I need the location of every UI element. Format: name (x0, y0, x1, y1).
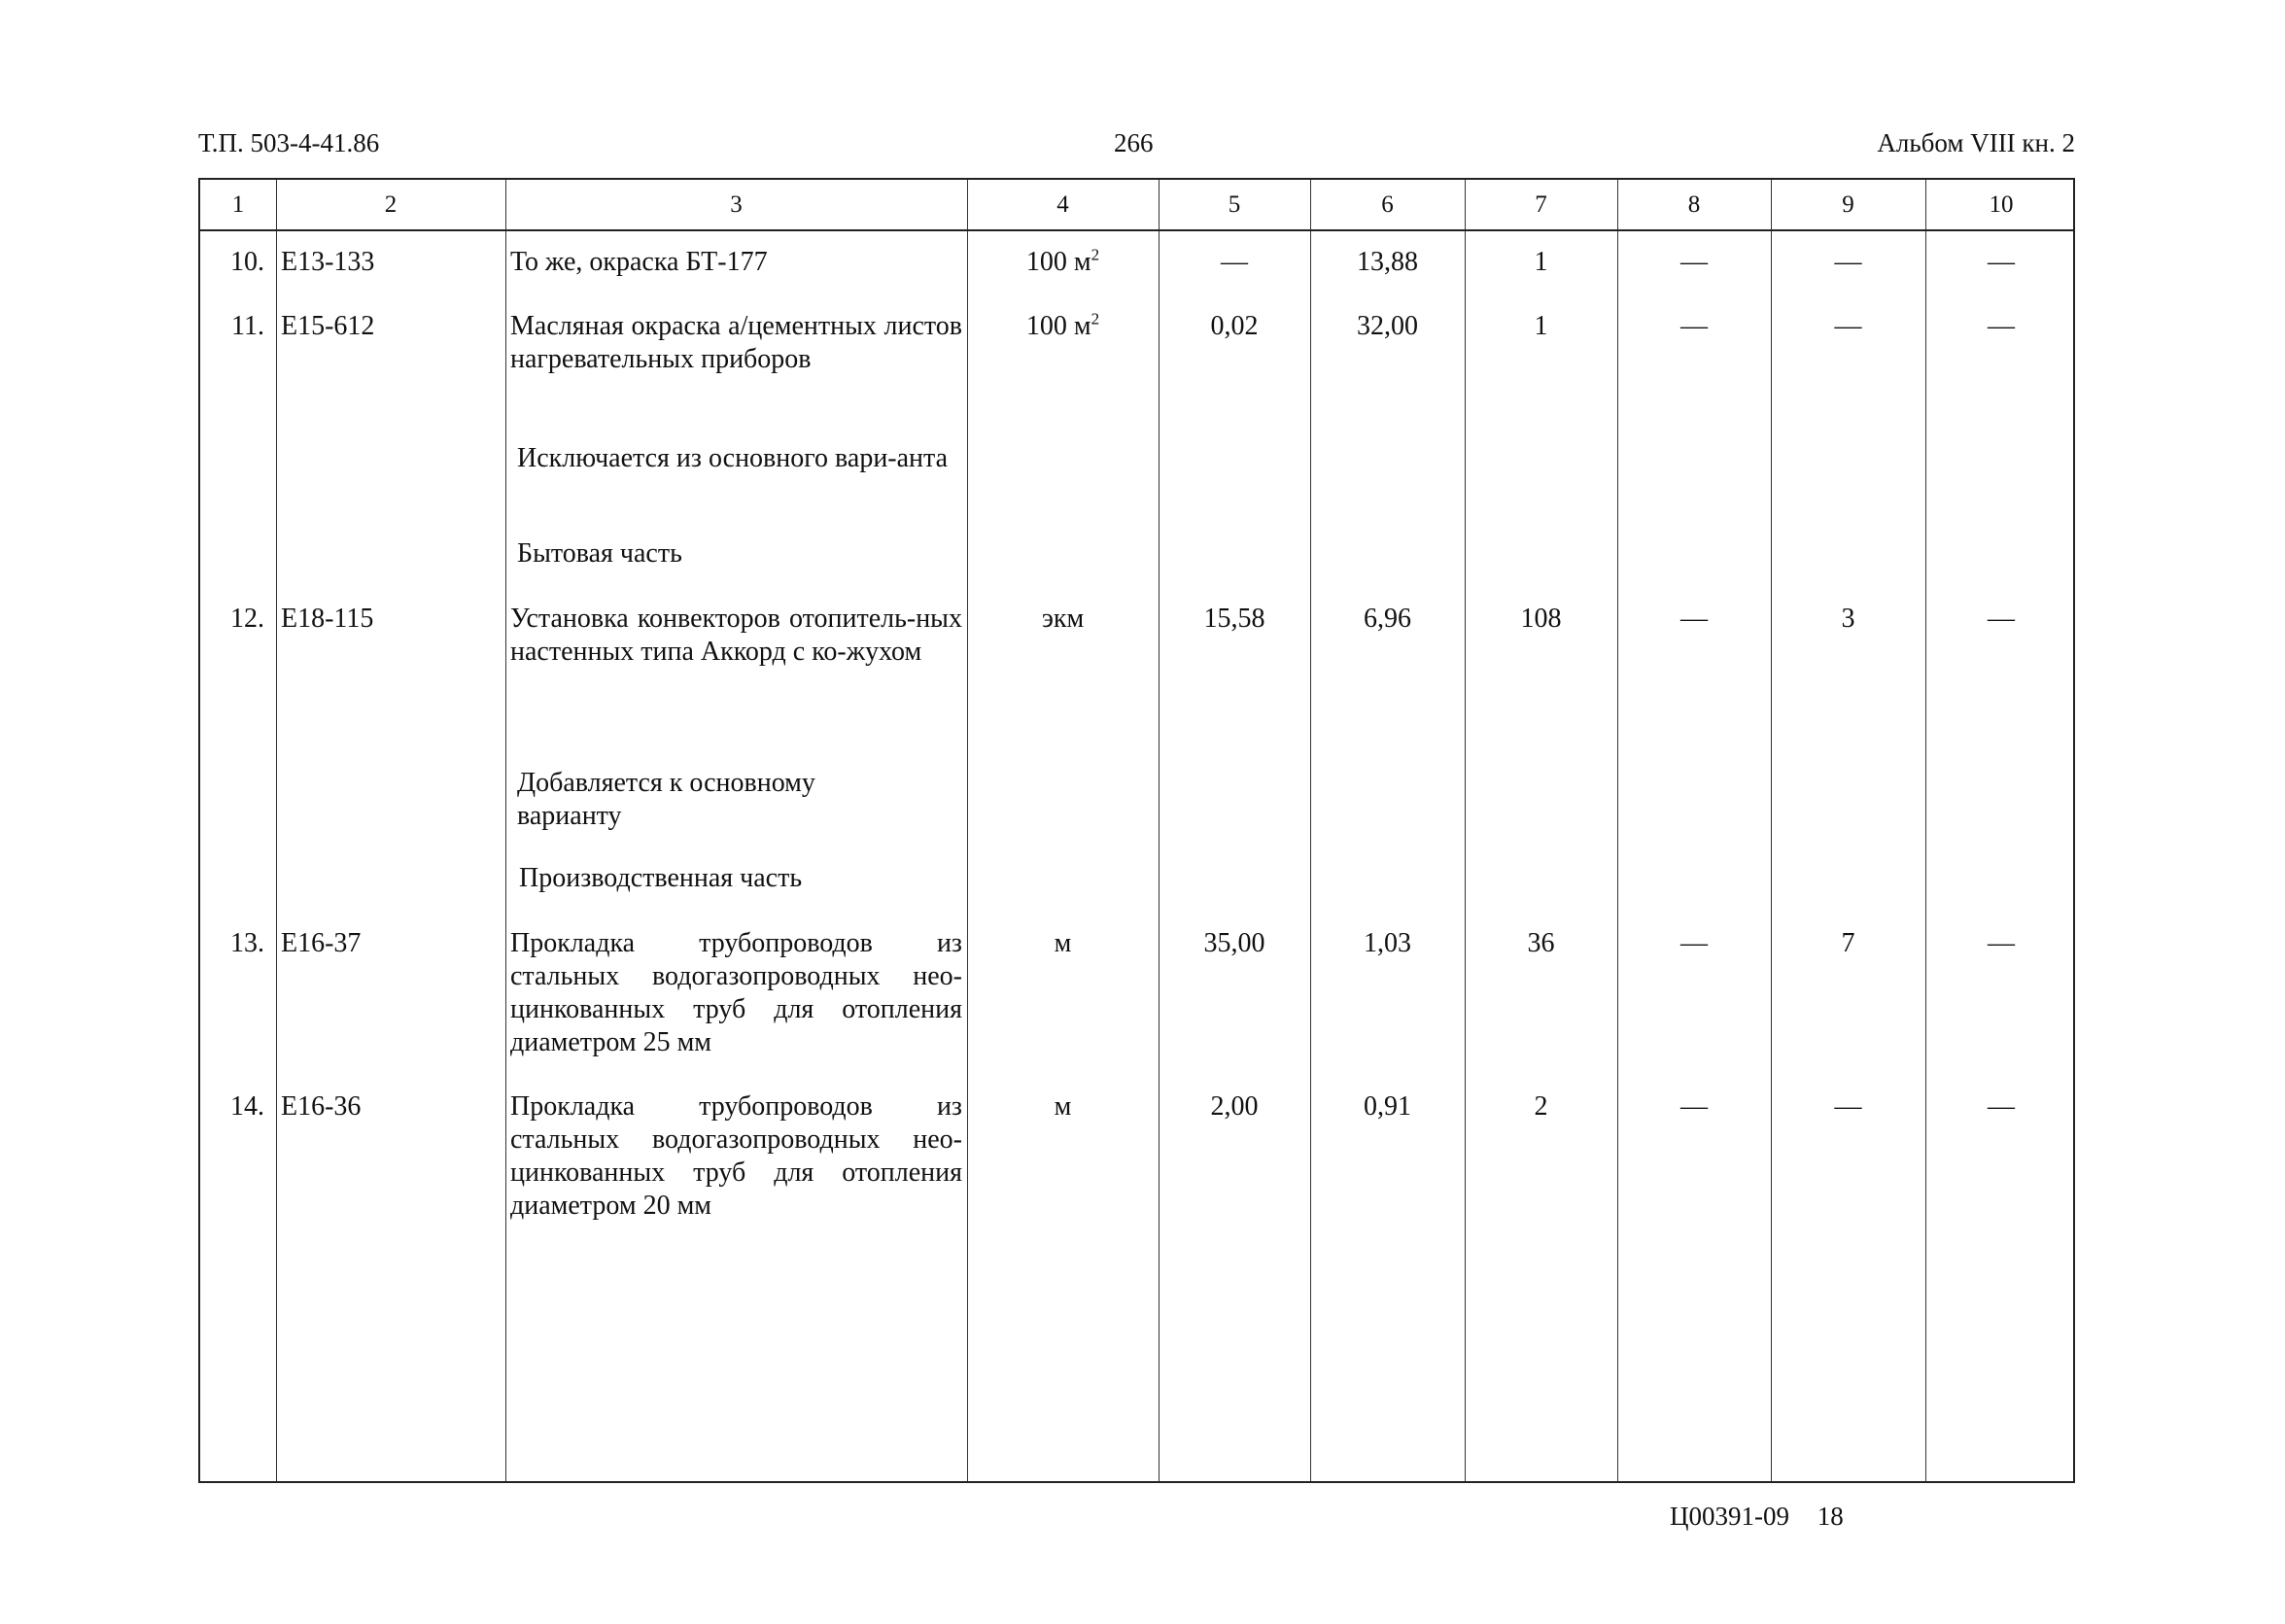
work-description (505, 310, 967, 376)
column-10-value-text: — (1988, 928, 2015, 958)
column-6-value-text: 13,88 (1357, 247, 1418, 277)
column-9-value-text: 7 (1841, 928, 1855, 958)
section-note: Производственная часть (519, 863, 803, 893)
work-description-text: Установка конвекторов отопитель-ных настенных типа Аккорд с ко-жухом (510, 604, 962, 667)
table-row (200, 603, 2073, 669)
unit (967, 603, 1159, 669)
column-9-value (1771, 310, 1925, 376)
column-7-value (1465, 1090, 1617, 1223)
column-6-value (1310, 1090, 1465, 1223)
column-7-value-text: 2 (1534, 1091, 1548, 1122)
estimate-table (198, 178, 2075, 1483)
unit-text: 100 м (1025, 247, 1091, 277)
column-9-value (1771, 603, 1925, 669)
column-8-value-text: — (1680, 928, 1708, 958)
rate-code-text: Е15-612 (281, 311, 375, 341)
page-number: 266 (1114, 128, 1154, 157)
column-10-value (1925, 927, 2077, 1059)
work-description-text: То же, окраска БТ-177 (510, 247, 768, 277)
column-5-value-text: — (1221, 247, 1248, 277)
rate-code (276, 246, 505, 279)
column-6-value-text: 32,00 (1357, 311, 1418, 341)
section-note: Добавляется к основному варианту (517, 768, 815, 831)
column-5-value-text: 15,58 (1203, 604, 1265, 634)
table-row (200, 246, 2073, 279)
column-8-value (1617, 927, 1771, 1059)
footer-code: Ц00391-09 (1670, 1502, 1789, 1531)
row-number-text: 12. (230, 604, 264, 634)
column-header: 2 (384, 191, 398, 218)
work-description-text: Масляная окраска а/цементных листов нагревательных приборов (510, 311, 962, 374)
row-number-text: 14. (230, 1091, 264, 1122)
unit (967, 927, 1159, 1059)
column-8-value (1617, 310, 1771, 376)
column-7-value-text: 1 (1534, 311, 1548, 341)
column-10-value (1925, 1090, 2077, 1223)
column-7-value (1465, 310, 1617, 376)
rate-code-text: Е16-37 (281, 928, 362, 958)
column-8-value (1617, 603, 1771, 669)
column-8-value-text: — (1680, 311, 1708, 341)
table-row (200, 310, 2073, 376)
doc-number: Т.П. 503-4-41.86 (198, 128, 380, 157)
column-10-value (1925, 246, 2077, 279)
column-10-value (1925, 603, 2077, 669)
column-9-value-text: — (1834, 1091, 1862, 1122)
work-description (505, 1090, 967, 1223)
unit (967, 310, 1159, 376)
rate-code-text: Е13-133 (281, 247, 375, 277)
row-number (200, 603, 276, 669)
column-7-value-text: 1 (1534, 247, 1548, 277)
column-7-value-text: 108 (1520, 604, 1562, 634)
work-description-text: Прокладка трубопроводов из стальных водогазопроводных нео-цинкованных труб для отопления диаметром 25 мм (510, 928, 962, 1057)
work-description (505, 603, 967, 669)
column-8-value-text: — (1680, 1091, 1708, 1122)
unit-text: экм (1041, 604, 1085, 634)
column-5-value-text: 0,02 (1210, 311, 1259, 341)
unit-text: м (1054, 928, 1072, 958)
column-8-value (1617, 1090, 1771, 1223)
row-number-text: 13. (230, 928, 264, 958)
column-8-value-text: — (1680, 604, 1708, 634)
column-10-value-text: — (1988, 311, 2015, 341)
rate-code-text: Е16-36 (281, 1091, 362, 1122)
row-number-text: 11. (231, 311, 264, 341)
column-7-value-text: 36 (1527, 928, 1555, 958)
column-6-value (1310, 310, 1465, 376)
column-10-value (1925, 310, 2077, 376)
column-5-value (1159, 927, 1310, 1059)
rate-code (276, 310, 505, 376)
work-description (505, 927, 967, 1059)
column-5-value (1159, 1090, 1310, 1223)
row-number-text: 10. (230, 247, 264, 277)
column-6-value-text: 1,03 (1364, 928, 1411, 958)
footer-page: 18 (1817, 1502, 1844, 1531)
unit-superscript: 2 (1091, 245, 1100, 264)
unit-text: 100 м (1025, 311, 1091, 341)
column-5-value (1159, 246, 1310, 279)
column-8-value (1617, 246, 1771, 279)
work-description (505, 246, 967, 279)
column-header: 3 (730, 191, 743, 218)
column-header: 9 (1842, 191, 1854, 218)
column-header-row (200, 180, 2073, 231)
column-5-value (1159, 310, 1310, 376)
table-row (200, 1090, 2073, 1223)
column-header: 10 (1989, 191, 2014, 218)
column-5-value-text: 2,00 (1210, 1091, 1259, 1122)
section-note: Бытовая часть (517, 538, 682, 569)
row-number (200, 310, 276, 376)
column-9-value (1771, 1090, 1925, 1223)
column-9-value-text: 3 (1841, 604, 1855, 634)
column-9-value-text: — (1834, 311, 1862, 341)
column-9-value (1771, 246, 1925, 279)
column-header: 5 (1228, 191, 1241, 218)
row-number (200, 246, 276, 279)
section-note: Исключается из основного вари-анта (517, 443, 949, 473)
column-5-value (1159, 603, 1310, 669)
rate-code (276, 1090, 505, 1223)
unit (967, 1090, 1159, 1223)
rate-code (276, 603, 505, 669)
column-7-value (1465, 603, 1617, 669)
column-6-value (1310, 246, 1465, 279)
column-5-value-text: 35,00 (1203, 928, 1265, 958)
column-6-value (1310, 927, 1465, 1059)
column-9-value (1771, 927, 1925, 1059)
column-header: 6 (1381, 191, 1394, 218)
album-label: Альбом VIII кн. 2 (1877, 128, 2075, 157)
column-8-value-text: — (1680, 247, 1708, 277)
column-7-value (1465, 246, 1617, 279)
row-number (200, 1090, 276, 1223)
footer (1670, 1502, 1844, 1532)
rate-code (276, 927, 505, 1059)
column-header: 7 (1535, 191, 1547, 218)
column-header: 8 (1687, 191, 1701, 218)
unit (967, 246, 1159, 279)
column-9-value-text: — (1834, 247, 1862, 277)
column-10-value-text: — (1988, 1091, 2015, 1122)
table-row (200, 927, 2073, 1059)
column-6-value-text: 0,91 (1364, 1091, 1411, 1122)
column-10-value-text: — (1988, 604, 2015, 634)
column-6-value-text: 6,96 (1364, 604, 1411, 634)
rate-code-text: Е18-115 (281, 604, 374, 634)
work-description-text: Прокладка трубопроводов из стальных водогазопроводных нео-цинкованных труб для отопления диаметром 20 мм (510, 1091, 962, 1221)
row-number (200, 927, 276, 1059)
column-header: 1 (231, 191, 245, 218)
unit-superscript: 2 (1091, 309, 1100, 328)
column-6-value (1310, 603, 1465, 669)
unit-text: м (1054, 1091, 1072, 1122)
column-10-value-text: — (1988, 247, 2015, 277)
column-7-value (1465, 927, 1617, 1059)
column-header: 4 (1056, 191, 1069, 218)
